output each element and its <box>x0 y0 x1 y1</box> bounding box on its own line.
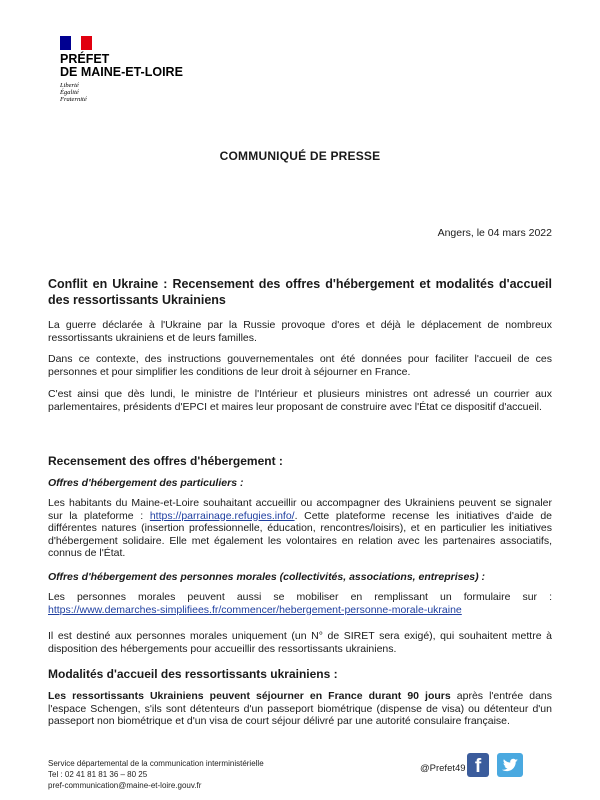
link-demarches-simplifiees[interactable]: https://www.demarches-simplifiees.fr/commencer/hebergement-personne-morale-ukraine <box>48 603 462 616</box>
facebook-icon[interactable]: f <box>467 753 489 777</box>
subheading-personnes-morales: Offres d'hébergement des personnes morales (collectivités, associations, entreprises) : <box>48 571 486 583</box>
text-personnes-morales: Les personnes morales peuvent aussi se mobiliser en remplissant un formulaire sur : <box>48 591 552 603</box>
footer-contact <box>48 758 264 791</box>
intro-paragraph-2: Dans ce contexte, des instructions gouvernementales ont été données pour faciliter l'accueil de ces personnes et pour simplifier les conditions de leur droit à séjourner en France. <box>48 353 552 378</box>
text-modalites-bold: Les ressortissants Ukrainiens peuvent séjourner en France durant 90 jours <box>48 690 451 702</box>
text-particuliers-before: Les habitants du Maine-et-Loire souhaitant accueillir ou accompagner des Ukrainiens peuvent se signaler sur la plateforme : <box>48 497 552 522</box>
paragraph-modalites <box>48 690 552 728</box>
twitter-icon[interactable] <box>497 753 523 777</box>
prefecture-name <box>60 53 183 79</box>
link-parrainage-refugies[interactable]: https://parrainage.refugies.info/ <box>149 509 295 522</box>
motto-liberte: Liberté <box>60 82 79 89</box>
intro-paragraph-3: C'est ainsi que dès lundi, le ministre de l'Intérieur et plusieurs ministres ont adressé un courrier aux parlementaires, présidents d'EPCI et maires leur proposant de construire avec l'État ce dispositif d'accueil. <box>48 388 552 413</box>
motto-egalite: Égalité <box>60 89 79 96</box>
twitter-handle[interactable]: @Prefet49 <box>420 763 466 774</box>
section-heading-recensement: Recensement des offres d'hébergement : <box>48 454 283 468</box>
paragraph-personnes-morales <box>48 591 552 616</box>
document-date: Angers, le 04 mars 2022 <box>437 227 552 239</box>
text-particuliers-after: . Cette plateforme recense les initiatives d'aide de différentes natures (insertion professionnelle, éducation, rencontres/loisirs), et en particulier les initiatives d'hébergement solidaire. Elle met également les volontaires en relation avec les partenaires associatifs, connus de l'État. <box>48 509 552 559</box>
main-heading: Conflit en Ukraine : Recensement des offres d'hébergement et modalités d'accueil des ressortissants Ukrainiens <box>48 277 552 307</box>
twitter-bird-glyph <box>497 753 523 777</box>
flag-red-stripe <box>81 36 92 50</box>
prefet-line-2: DE MAINE-ET-LOIRE <box>60 65 183 79</box>
footer-phone: Tel : 02 41 81 81 36 – 80 25 <box>48 770 148 779</box>
footer-email[interactable]: pref-communication@maine-et-loire.gouv.fr <box>48 781 202 790</box>
marianne-flag-logo <box>60 36 92 50</box>
flag-white-stripe <box>71 36 82 50</box>
motto-fraternite: Fraternité <box>60 96 87 103</box>
republic-motto <box>60 82 87 103</box>
text-modalites-rest: après l'entrée dans l'espace Schengen, s'ils sont détenteurs d'un passeport biométrique (dispense de visa) ou détenteur d'un passeport non biométrique et d'un visa de court séjour délivré par une autorité consulaire française. <box>48 690 552 727</box>
section-heading-modalites: Modalités d'accueil des ressortissants ukrainiens : <box>48 667 338 681</box>
flag-blue-stripe <box>60 36 71 50</box>
paragraph-siret: Il est destiné aux personnes morales uniquement (un N° de SIRET sera exigé), qui souhaitent mettre à disposition des hébergements pour accueillir des ressortissants ukrainiens. <box>48 630 552 655</box>
document-title: COMMUNIQUÉ DE PRESSE <box>219 149 381 163</box>
prefet-line-1: PRÉFET <box>60 52 110 66</box>
footer-service: Service départemental de la communication interministérielle <box>48 759 264 768</box>
subheading-particuliers: Offres d'hébergement des particuliers : <box>48 477 244 489</box>
paragraph-particuliers <box>48 497 552 560</box>
intro-paragraph-1: La guerre déclarée à l'Ukraine par la Russie provoque d'ores et déjà le déplacement de nombreux ressortissants ukrainiens et de leurs familles. <box>48 319 552 344</box>
